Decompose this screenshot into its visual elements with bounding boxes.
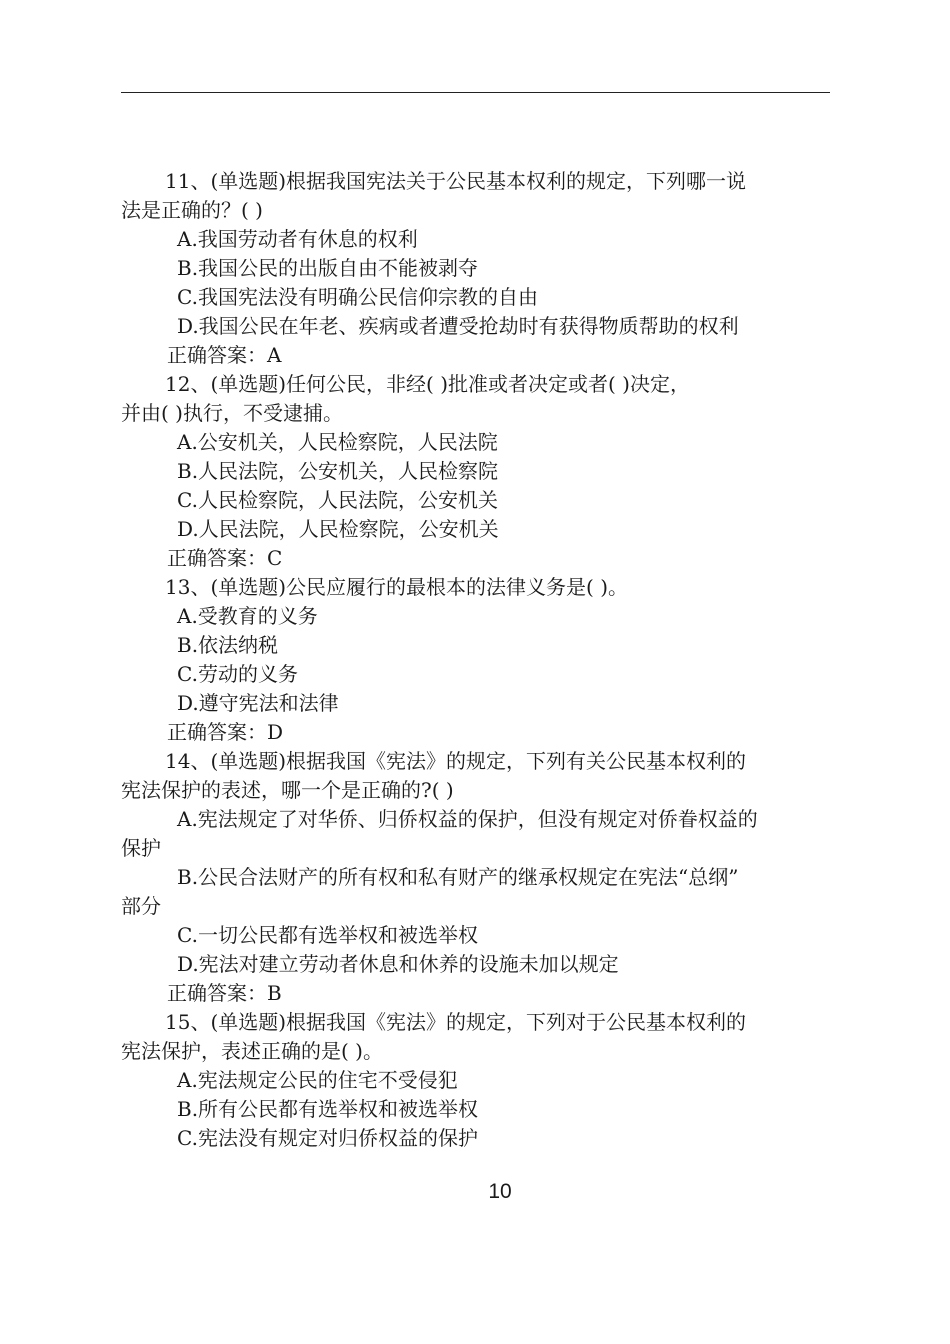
answer-option: A.公安机关，人民检察院，人民法院 — [177, 430, 498, 454]
correct-answer: 正确答案：D — [167, 720, 284, 744]
answer-option: C.劳动的义务 — [177, 662, 298, 686]
answer-option: B.人民法院，公安机关，人民检察院 — [177, 459, 499, 483]
answer-option: C.人民检察院，人民法院，公安机关 — [177, 488, 498, 512]
answer-option: C.宪法没有规定对归侨权益的保护 — [177, 1126, 478, 1150]
correct-answer: 正确答案：B — [167, 981, 282, 1005]
question-text-continued: 法是正确的？( ) — [121, 198, 263, 222]
question-text-continued: 并由( )执行，不受逮捕。 — [121, 401, 343, 425]
answer-option-continued: 部分 — [121, 894, 161, 918]
correct-answer: 正确答案：C — [167, 546, 283, 570]
answer-option: D.宪法对建立劳动者休息和休养的设施未加以规定 — [177, 952, 619, 976]
header-rule — [121, 92, 830, 93]
answer-option: A.我国劳动者有休息的权利 — [177, 227, 418, 251]
correct-answer: 正确答案：A — [167, 343, 282, 367]
answer-option: C.我国宪法没有明确公民信仰宗教的自由 — [177, 285, 538, 309]
answer-option: A.宪法规定了对华侨、归侨权益的保护，但没有规定对侨眷权益的 — [177, 807, 758, 831]
question-text-continued: 宪法保护的表述，哪一个是正确的?( ) — [121, 778, 454, 802]
question-text-continued: 宪法保护，表述正确的是( )。 — [121, 1039, 383, 1063]
answer-option: D.我国公民在年老、疾病或者遭受抢劫时有获得物质帮助的权利 — [177, 314, 739, 338]
answer-option: B.我国公民的出版自由不能被剥夺 — [177, 256, 479, 280]
answer-option: B.依法纳税 — [177, 633, 279, 657]
answer-option: D.人民法院，人民检察院，公安机关 — [177, 517, 499, 541]
question-text: 13、(单选题)公民应履行的最根本的法律义务是( )。 — [165, 575, 629, 599]
answer-option: C.一切公民都有选举权和被选举权 — [177, 923, 478, 947]
question-text: 11、(单选题)根据我国宪法关于公民基本权利的规定，下列哪一说 — [165, 169, 747, 193]
question-text: 12、(单选题)任何公民，非经( )批准或者决定或者( )决定， — [165, 372, 690, 396]
question-text: 14、(单选题)根据我国《宪法》的规定，下列有关公民基本权利的 — [165, 749, 747, 773]
answer-option: B.公民合法财产的所有权和私有财产的继承权规定在宪法“总纲” — [177, 865, 739, 889]
answer-option: A.受教育的义务 — [177, 604, 318, 628]
answer-option: B.所有公民都有选举权和被选举权 — [177, 1097, 479, 1121]
document-body — [121, 167, 830, 1153]
page-number: 10 — [488, 1180, 512, 1203]
answer-option-continued: 保护 — [121, 836, 161, 860]
answer-option: D.遵守宪法和法律 — [177, 691, 339, 715]
answer-option: A.宪法规定公民的住宅不受侵犯 — [177, 1068, 458, 1092]
question-text: 15、(单选题)根据我国《宪法》的规定，下列对于公民基本权利的 — [165, 1010, 747, 1034]
